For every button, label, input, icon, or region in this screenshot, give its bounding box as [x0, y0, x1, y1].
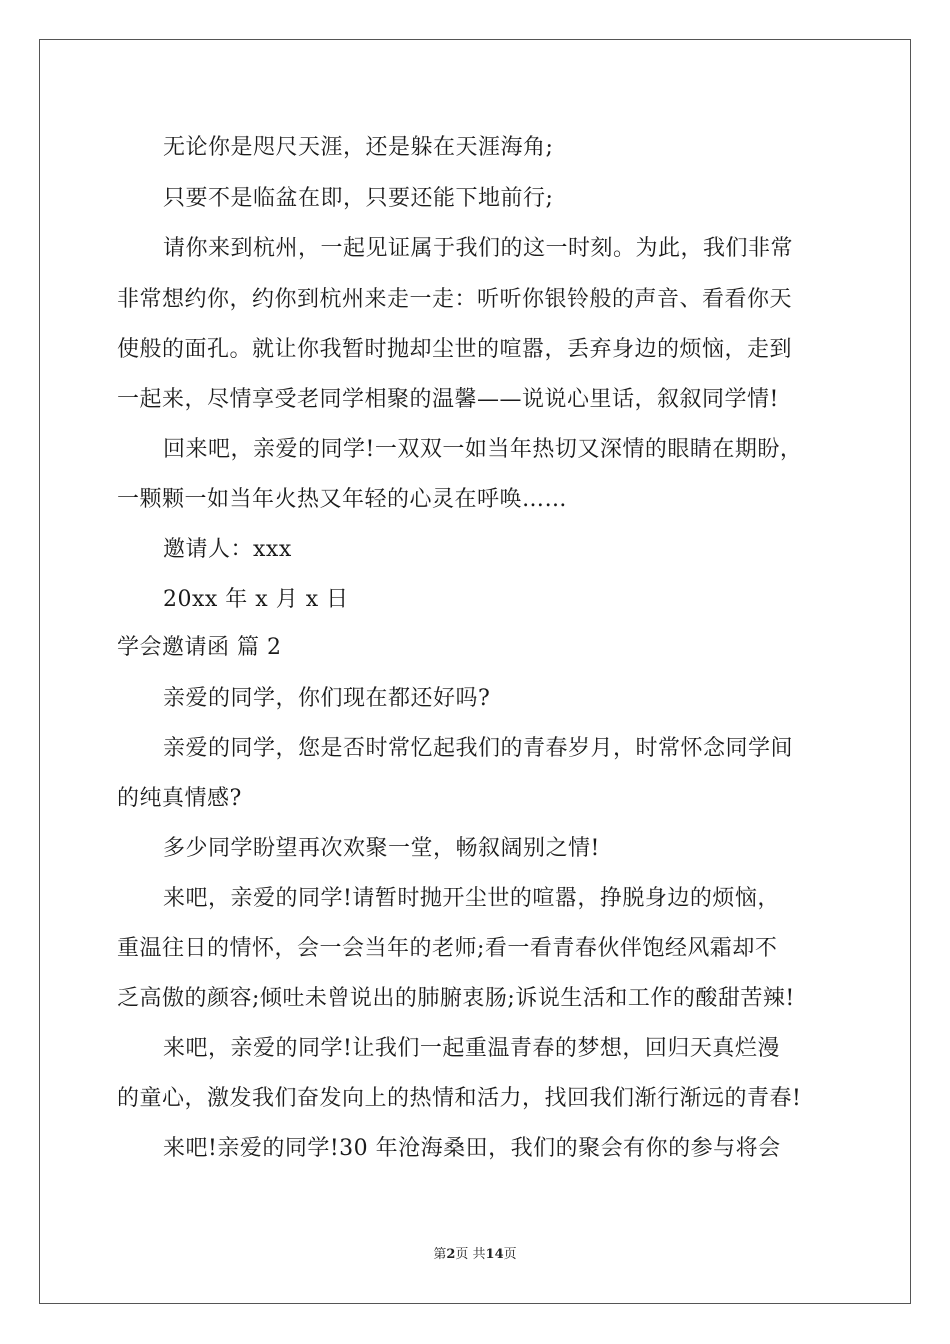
paragraph-line: 请你来到杭州，一起见证属于我们的这一时刻。为此，我们非常	[163, 236, 794, 261]
current-page-number: 2	[446, 1247, 456, 1262]
paragraph-line: 亲爱的同学，您是否时常忆起我们的青春岁月，时常怀念同学间	[163, 736, 794, 761]
section-title: 学会邀请函 篇 2	[117, 635, 282, 660]
paragraph-line: 无论你是咫尺天涯，还是躲在天涯海角;	[163, 135, 554, 160]
paragraph-line: 的童心，激发我们奋发向上的热情和活力，找回我们渐行渐远的青春!	[117, 1086, 802, 1111]
paragraph-line: 重温往日的情怀，会一会当年的老师;看一看青春伙伴饱经风霜却不	[117, 936, 778, 961]
page-prefix: 第	[433, 1247, 447, 1262]
paragraph-line: 回来吧，亲爱的同学!一双双一如当年热切又深情的眼睛在期盼，	[163, 437, 803, 462]
paragraph-line: 一颗颗一如当年火热又年轻的心灵在呼唤……	[117, 487, 568, 512]
inviter-line: 邀请人：xxx	[163, 537, 292, 562]
page-border	[39, 39, 911, 1304]
page-suffix: 页	[503, 1247, 517, 1262]
paragraph-line: 一起来，尽情享受老同学相聚的温馨——说说心里话，叙叙同学情!	[117, 387, 779, 412]
paragraph-line: 只要不是临盆在即，只要还能下地前行;	[163, 186, 554, 211]
paragraph-line: 非常想约你，约你到杭州来走一走：听听你银铃般的声音、看看你天	[117, 287, 793, 312]
paragraph-line: 乏高傲的颜容;倾吐未曾说出的肺腑衷肠;诉说生活和工作的酸甜苦辣!	[117, 986, 795, 1011]
paragraph-line: 多少同学盼望再次欢聚一堂，畅叙阔别之情!	[163, 836, 600, 861]
date-line: 20xx 年 x 月 x 日	[163, 587, 349, 612]
page-mid: 页 共	[455, 1247, 486, 1262]
paragraph-line: 亲爱的同学，你们现在都还好吗?	[163, 686, 491, 711]
total-pages-number: 14	[485, 1247, 504, 1262]
paragraph-line: 来吧!亲爱的同学!30 年沧海桑田，我们的聚会有你的参与将会	[163, 1136, 781, 1161]
paragraph-line: 来吧，亲爱的同学!让我们一起重温青春的梦想，回归天真烂漫	[163, 1036, 780, 1061]
page-footer	[0, 1247, 950, 1263]
paragraph-line: 使般的面孔。就让你我暂时抛却尘世的喧嚣，丢弃身边的烦恼，走到	[117, 337, 793, 362]
paragraph-line: 来吧，亲爱的同学!请暂时抛开尘世的喧嚣，挣脱身边的烦恼，	[163, 886, 780, 911]
paragraph-line: 的纯真情感?	[117, 786, 242, 811]
